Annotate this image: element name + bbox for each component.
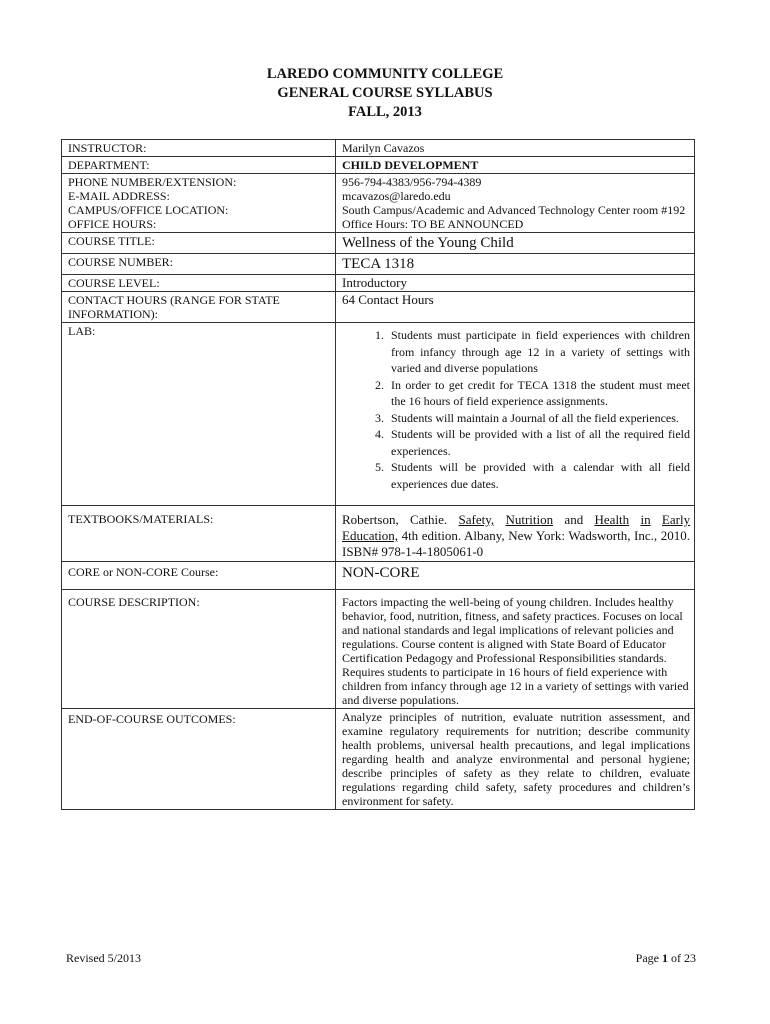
core-value: NON-CORE [336,562,695,590]
campus-label: CAMPUS/OFFICE LOCATION: [68,203,229,217]
page-current: 1 [662,951,668,965]
textbook-title-word: Nutrition [505,512,554,527]
page-total: of 23 [671,951,696,965]
textbook-details: 4th edition. Albany, New York: Wadsworth, Inc., 2010. ISBN# 978-1-4-1805061-0 [342,528,690,559]
instructor-row [62,140,695,157]
syllabus-title: GENERAL COURSE SYLLABUS [277,85,493,101]
lab-row [62,323,695,506]
lab-item: 5. Students will be provided with a calendar with all field experiences due dates. [387,459,690,492]
course-number-row [62,254,695,275]
email-value: mcavazos@laredo.edu [342,189,451,203]
contact-hours-value: 64 Contact Hours [336,292,695,323]
textbook-title-word: Safety, [458,512,495,527]
instructor-label: INSTRUCTOR: [62,140,336,157]
department-value: CHILD DEVELOPMENT [336,157,695,174]
document-header [0,65,770,122]
course-number-label: COURSE NUMBER: [62,254,336,275]
textbook-title-word: Early [661,512,691,527]
course-level-row [62,275,695,292]
lab-item: 2. In order to get credit for TECA 1318 the student must meet the 16 hours of field experience assignments. [387,377,690,410]
description-label: COURSE DESCRIPTION: [62,590,336,709]
description-value: Factors impacting the well-being of young children. Includes healthy behavior, food, nutrition, fitness, and safety practices. Focuses on local and national standards and legal implications of relevant policies and regulations. Course content is aligned with State Board of Educator Certification Pedagogy and Professional Responsibilities standards. Requires students to participate in 16 hours of field experience with children from infancy through age 12 in a variety of settings with varied and diverse populations. [336,590,695,709]
instructor-value: Marilyn Cavazos [336,140,695,157]
outcomes-label: END-OF-COURSE OUTCOMES: [62,709,336,810]
course-title-label: COURSE TITLE: [62,233,336,254]
syllabus-table [61,139,695,810]
course-level-label: COURSE LEVEL: [62,275,336,292]
contact-row [62,174,695,233]
office-hours-label: OFFICE HOURS: [68,217,157,231]
textbook-citation [336,506,695,562]
department-row [62,157,695,174]
outcomes-value: Analyze principles of nutrition, evaluate nutrition assessment, and examine regulatory requirements for nutrition; describe community health problems, universal health precautions, and legal implications regarding health and analyze environmental and personal hygiene; describe principles of safety as they relate to children, evaluate regulations regarding child safety, safety procedures and children’s environment for safety. [336,709,695,810]
college-name: LAREDO COMMUNITY COLLEGE [266,66,504,82]
semester: FALL, 2013 [348,104,422,120]
phone-value: 956-794-4383/956-794-4389 [342,175,482,189]
department-label: DEPARTMENT: [62,157,336,174]
course-title-row [62,233,695,254]
textbook-title-word: Education, [342,528,398,543]
textbook-title-and: and [564,512,584,527]
core-label: CORE or NON-CORE Course: [62,562,336,590]
office-hours-value: Office Hours: TO BE ANNOUNCED [342,217,524,231]
course-level-value: Introductory [336,275,695,292]
lab-list [342,327,690,492]
phone-label: PHONE NUMBER/EXTENSION: [68,175,237,189]
lab-label: LAB: [62,323,336,506]
contact-hours-label: CONTACT HOURS (RANGE FOR STATE INFORMATION): [62,292,336,323]
textbook-title-word: Health [594,512,630,527]
course-number-value: TECA 1318 [336,254,695,275]
lab-item: 4. Students will be provided with a list of all the required field experiences. [387,426,690,459]
textbook-author: Robertson, Cathie. [342,512,448,527]
core-row [62,562,695,590]
campus-value: South Campus/Academic and Advanced Technology Center room #192 [342,203,686,217]
lab-item: 3. Students will maintain a Journal of all the field experiences. [387,410,690,427]
lab-item: 1. Students must participate in field experiences with children from infancy through age 12 in a variety of settings with varied and diverse populations [387,327,690,377]
revised-date: Revised 5/2013 [66,951,141,965]
textbooks-row [62,506,695,562]
outcomes-row [62,709,695,810]
email-label: E-MAIL ADDRESS: [68,189,170,203]
page-prefix: Page [635,951,659,965]
description-row [62,590,695,709]
textbooks-label: TEXTBOOKS/MATERIALS: [62,506,336,562]
page-number [636,951,696,966]
contact-hours-row [62,292,695,323]
course-title-value: Wellness of the Young Child [336,233,695,254]
textbook-title-word: in [640,512,651,527]
